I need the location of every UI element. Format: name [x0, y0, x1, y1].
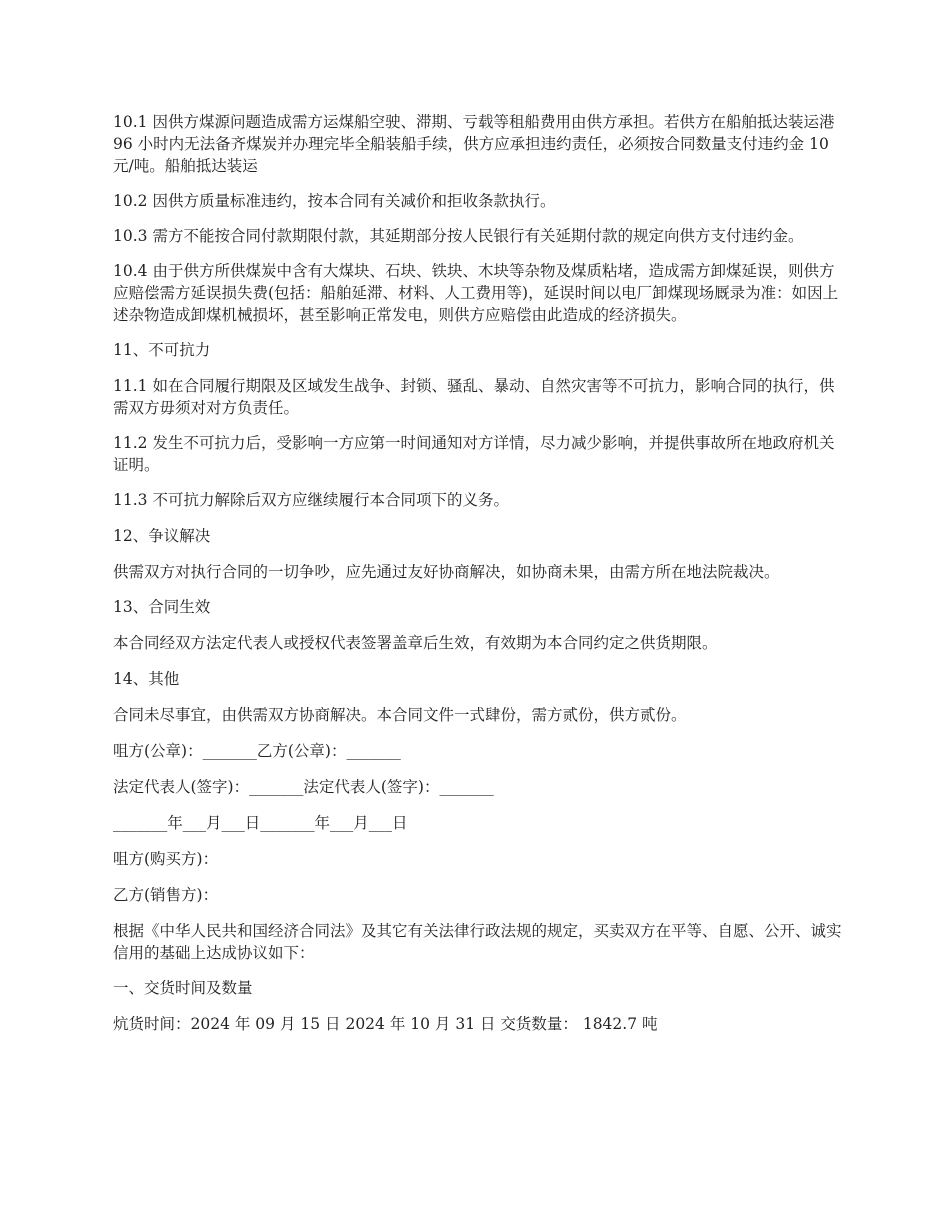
- clause-11-2: 11.2 发生不可抗力后，受影响一方应第一时间通知对方详情，尽力减少影响，并提供事故所在地政府机关证明。: [113, 434, 835, 474]
- section-heading-1: 一、交货时间及数量: [113, 979, 253, 997]
- section-heading-13: 13、合同生效: [113, 598, 211, 616]
- section-heading-14: 14、其他: [113, 670, 180, 688]
- clause-12-text: 供需双方对执行合同的一切争吵，应先通过友好协商解决，如协商未果，由需方所在地法院裁决。: [113, 563, 780, 581]
- clause-10-2: 10.2 因供方质量标准违约，按本合同有关减价和拒收条款执行。: [113, 192, 556, 210]
- clause-10-1: 10.1 因供方煤源问题造成需方运煤船空驶、滞期、亏载等租船费用由供方承担。若供方在船舶抵达装运港 96 小时内无法备齐煤炭并办理完毕全船装船手续，供方应承担违约责任，必须按合同数量支付违约金 10 元/吨。船舶抵达装运: [113, 113, 835, 175]
- delivery-info: 炕货时间：2024 年 09 月 15 日 2024 年 10 月 31 日 交货数量： 1842.7 吨: [113, 1015, 658, 1033]
- clause-11-1: 11.1 如在合同履行期限及区域发生战争、封锁、骚乱、暴动、自然灾害等不可抗力，影响合同的执行，供需双方毋须对对方负责任。: [113, 377, 835, 417]
- seller-line: 乙方(销售方)：: [113, 886, 219, 904]
- section-heading-11: 11、不可抗力: [113, 341, 211, 359]
- clause-10-3: 10.3 需方不能按合同付款期限付款，其延期部分按人民银行有关延期付款的规定向供方支付违约金。: [113, 227, 804, 245]
- buyer-line: 咀方(购买方)：: [113, 850, 219, 868]
- clause-11-3: 11.3 不可抗力解除后双方应继续履行本合同项下的义务。: [113, 491, 509, 509]
- date-line: _______年___月___日_______年___月___日: [113, 814, 408, 832]
- clause-13-text: 本合同经双方法定代表人或授权代表签署盖章后生效，有效期为本合同约定之供货期限。: [113, 634, 718, 652]
- seal-line: 咀方(公章)：_______乙方(公章)：_______: [113, 742, 401, 760]
- section-heading-12: 12、争议解决: [113, 527, 211, 545]
- signature-line: 法定代表人(签字)：_______法定代表人(签字)：_______: [113, 778, 494, 796]
- document-page: [113, 111, 843, 1049]
- preamble-text: 根据《中华人民共和国经济合同法》及其它有关法律行政法规的规定，买卖双方在平等、自愿、公开、诚实信用的基础上达成协议如下：: [113, 922, 842, 962]
- clause-14-text: 合同未尽事宜，由供需双方协商解决。本合同文件一式肆份，需方贰份，供方贰份。: [113, 706, 687, 724]
- clause-10-4: 10.4 由于供方所供煤炭中含有大煤块、石块、铁块、木块等杂物及煤质粘堵，造成需方卸煤延误，则供方应赔偿需方延误损失费(包括：船舶延滞、材料、人工费用等)，延误时间以电厂卸煤现场厩录为准：如因上述杂物造成卸煤机械损坏，甚至影响正常发电，则供方应赔偿由此造成的经济损失。: [113, 262, 839, 324]
